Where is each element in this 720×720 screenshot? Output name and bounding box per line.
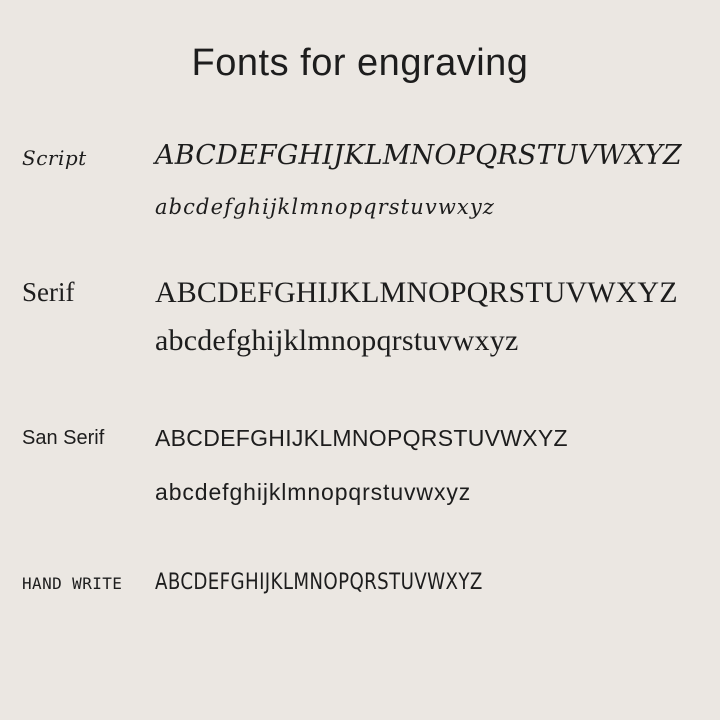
font-row-label-script: Script [22,146,87,170]
font-sample-lowercase-san-serif: abcdefghijklmnopqrstuvwxyz [155,478,472,505]
font-sample-uppercase-san-serif: ABCDEFGHIJKLMNOPQRSTUVWXYZ [155,425,568,451]
font-sample-uppercase-hand-write: ABCDEFGHIJKLMNOPQRSTUVWXYZ [155,570,483,595]
font-row-label-hand-write: HAND WRITE [22,574,123,593]
font-sample-uppercase-script: ABCDEFGHIJKLMNOPQRSTUVWXYZ [155,140,682,171]
font-samples-serif [155,275,720,359]
font-row-script [0,140,720,219]
font-sample-lowercase-script: abcdefghijklmnopqrstuvwxyz [155,195,495,220]
font-row-hand-write [0,570,720,596]
font-sample-lowercase-serif: abcdefghijklmnopqrstuvwxyz [155,324,519,357]
font-samples-hand-write [155,570,720,596]
font-sample-uppercase-serif: ABCDEFGHIJKLMNOPQRSTUVWXYZ [155,276,678,309]
font-samples-san-serif [155,425,720,506]
font-row-label-san-serif: San Serif [22,427,105,449]
font-samples-script [155,140,720,219]
page-title: Fonts for engraving [191,42,529,84]
font-row-san-serif [0,425,720,506]
font-row-label-serif: Serif [22,277,75,307]
font-row-serif [0,275,720,359]
